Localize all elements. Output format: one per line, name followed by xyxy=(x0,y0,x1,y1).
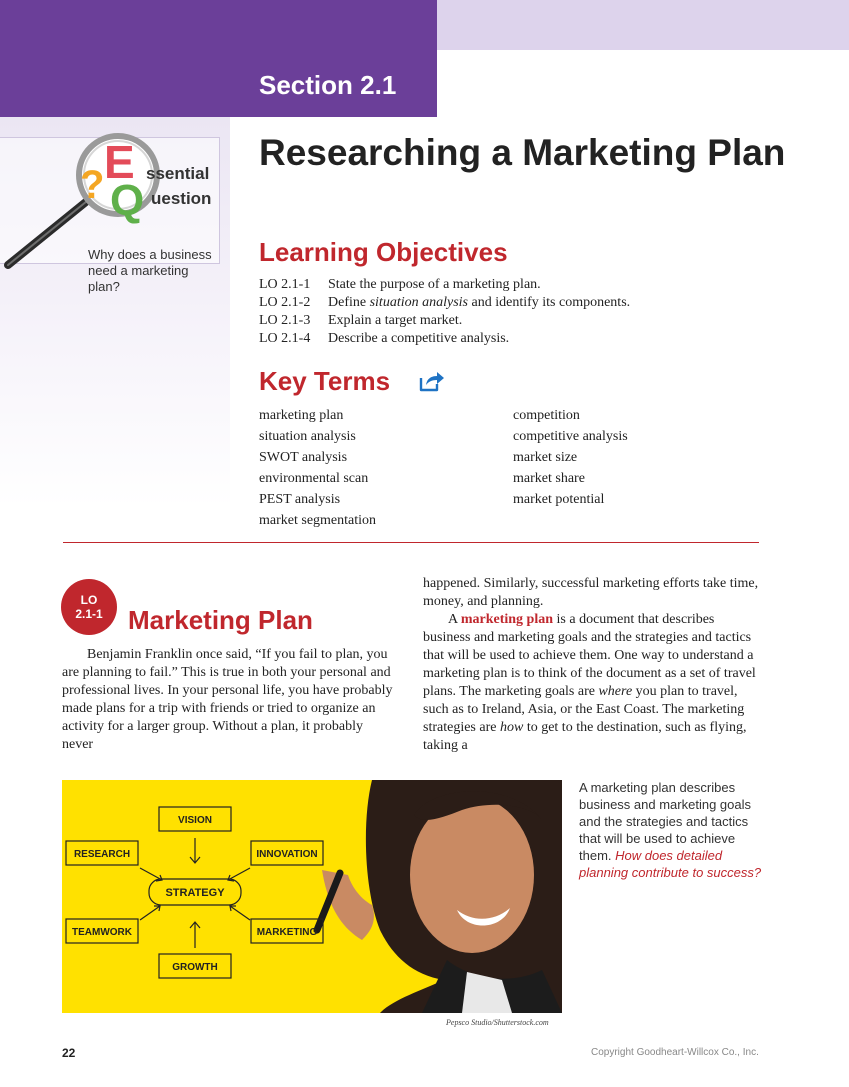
page-number: 22 xyxy=(62,1046,76,1060)
copyright: Copyright Goodheart-Willcox Co., Inc. xyxy=(591,1047,759,1058)
caption-question: How does detailed planning contribute to success? xyxy=(579,848,762,880)
diagram-label: RESEARCH xyxy=(73,849,131,860)
key-terms-heading: Key Terms xyxy=(259,366,391,396)
svg-text:?: ? xyxy=(80,163,105,207)
essential-question-text: Why does a business need a marketing plan? xyxy=(88,247,212,294)
key-term[interactable]: SWOT analysis xyxy=(259,450,348,465)
person-figure xyxy=(317,780,562,1013)
diagram-label: MARKETING xyxy=(256,927,318,938)
glossary-term[interactable]: marketing plan xyxy=(460,612,554,627)
header-accent-band xyxy=(437,0,849,50)
key-term[interactable]: market size xyxy=(513,450,578,465)
strategy-diagram xyxy=(62,780,562,1013)
diagram-center-label: STRATEGY xyxy=(165,887,225,899)
body-column-left xyxy=(62,646,394,754)
body-column-right xyxy=(423,575,759,755)
section-heading: Marketing Plan xyxy=(128,605,313,635)
key-term[interactable]: situation analysis xyxy=(259,429,356,444)
key-term[interactable]: market segmentation xyxy=(259,513,377,528)
learning-objectives-list xyxy=(259,276,819,348)
key-term[interactable]: market share xyxy=(513,471,585,486)
svg-text:uestion: uestion xyxy=(151,189,212,208)
learning-objective: LO 2.1-1 State the purpose of a marketing plan. xyxy=(259,277,541,292)
learning-objective: LO 2.1-2 Define situation analysis and identify its components. xyxy=(259,295,631,310)
body-paragraph: happened. Similarly, successful marketing efforts take time, money, and planning. xyxy=(423,576,759,609)
key-terms-right xyxy=(513,405,628,510)
learning-objective: LO 2.1-4 Describe a competitive analysis. xyxy=(259,331,510,346)
diagram-label: INNOVATION xyxy=(256,849,318,860)
diagram-label: TEAMWORK xyxy=(72,927,132,938)
diagram-label: VISION xyxy=(178,815,212,826)
svg-text:Q: Q xyxy=(110,176,145,225)
body-paragraph: Benjamin Franklin once said, “If you fail to plan, you are planning to fail.” This is true in both your personal and professional lives. In your personal life, you have probably made plans for a trip with friends or tried to organize an activity for a larger group. Without a plan, it probably never xyxy=(62,647,393,752)
key-term[interactable]: market potential xyxy=(513,492,605,507)
lo-badge: LO 2.1-1 xyxy=(61,579,117,635)
photo-caption: A marketing plan describes business and marketing goals and the strategies and tactics that will be used to achieve them. How does detailed planning contribute to success? xyxy=(579,780,762,880)
diagram-label: GROWTH xyxy=(172,962,218,973)
learning-objectives-heading: Learning Objectives xyxy=(259,237,508,267)
key-term[interactable]: PEST analysis xyxy=(259,492,341,507)
section-divider xyxy=(63,542,759,543)
svg-text:ssential: ssential xyxy=(146,164,210,183)
photo-credit: Pepsco Studio/Shutterstock.com xyxy=(446,1018,549,1027)
svg-text:E: E xyxy=(104,136,135,188)
key-term[interactable]: environmental scan xyxy=(259,471,369,486)
key-terms-left xyxy=(259,405,376,531)
learning-objective: LO 2.1-3 Explain a target market. xyxy=(259,313,463,328)
key-term[interactable]: marketing plan xyxy=(259,408,344,423)
page-title: Researching a Marketing Plan xyxy=(259,132,786,173)
key-term[interactable]: competition xyxy=(513,408,580,423)
section-label: Section 2.1 xyxy=(259,70,397,100)
photo xyxy=(62,780,562,1013)
key-term[interactable]: competitive analysis xyxy=(513,429,628,444)
share-link-icon[interactable] xyxy=(418,369,446,393)
body-paragraph: A marketing plan is a document that describes business and marketing goals and the strategies and tactics that will be used to achieve them. One way to understand a marketing plan is to think of the document as a set of travel plans. The marketing goals are where you plan to travel, such as to Ireland, Asia, or the East Coast. The marketing strategies are how to get to the destination, such as flying, taking a xyxy=(423,612,756,753)
